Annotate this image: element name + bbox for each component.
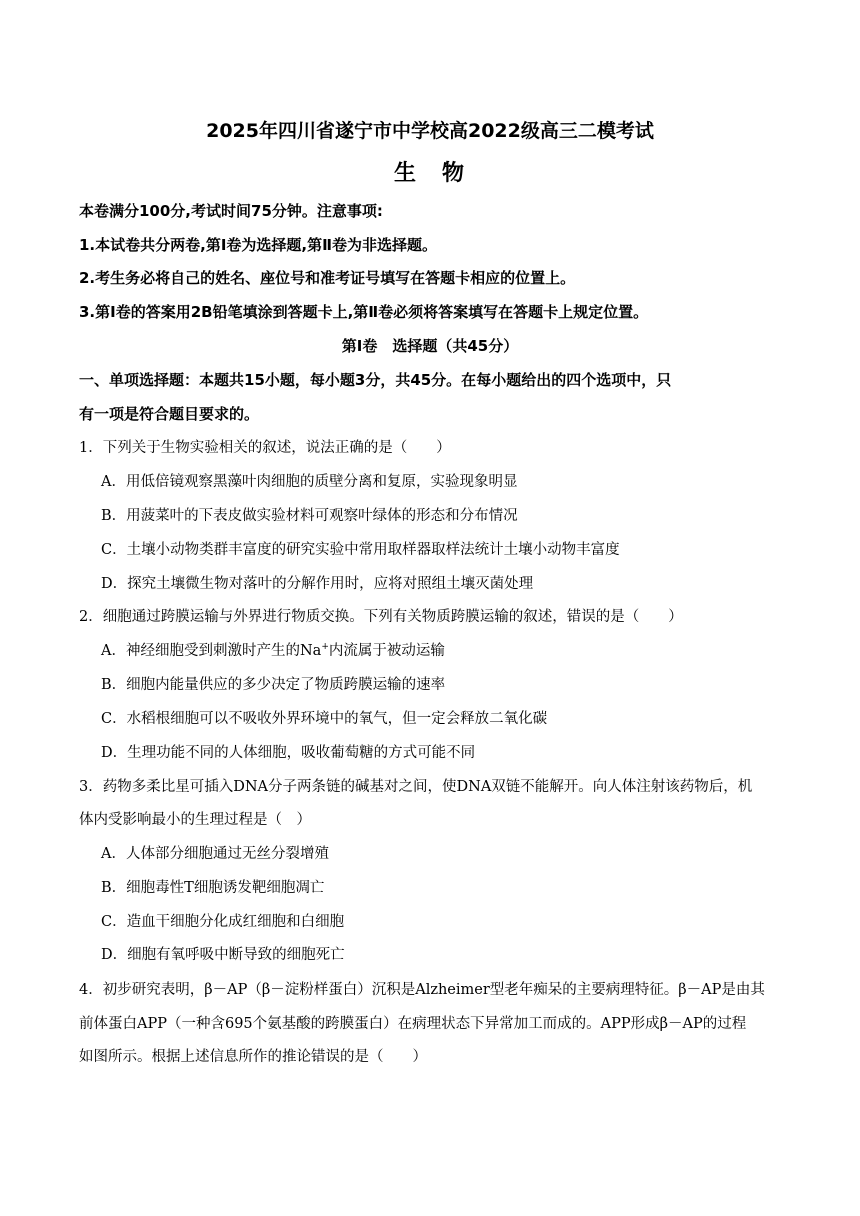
question-2-option-d: D．生理功能不同的人体细胞，吸收葡萄糖的方式可能不同 (101, 745, 476, 761)
question-3-stem-line1: 3．药物多柔比星可插入DNA分子两条链的碱基对之间，使DNA双链不能解开。向人体注射该药物后，机 (79, 779, 753, 795)
question-3-stem-line2: 体内受影响最小的生理过程是（ ） (79, 812, 311, 828)
instructions-intro: 本卷满分100分,考试时间75分钟。注意事项: (79, 202, 383, 220)
question-3-option-a: A．人体部分细胞通过无丝分裂增殖 (101, 846, 329, 862)
question-3-option-c: C．造血干细胞分化成红细胞和白细胞 (101, 914, 345, 930)
question-3-option-d: D．细胞有氧呼吸中断导致的细胞死亡 (101, 947, 345, 963)
question-1-stem: 1．下列关于生物实验相关的叙述，说法正确的是（ ） (79, 440, 451, 456)
section-desc-line1: 一、单项选择题：本题共15小题，每小题3分，共45分。在每小题给出的四个选项中，只 (79, 371, 672, 389)
sodium-ion-charge: + (321, 642, 329, 653)
question-1-option-b: B．用菠菜叶的下表皮做实验材料可观察叶绿体的形态和分布情况 (101, 508, 518, 524)
question-2-option-b: B．细胞内能量供应的多少决定了物质跨膜运输的速率 (101, 677, 446, 693)
question-1-option-d: D．探究土壤微生物对落叶的分解作用时，应将对照组土壤灭菌处理 (101, 576, 534, 592)
section-title: 第Ⅰ卷 选择题（共45分） (341, 337, 519, 355)
instruction-item-3: 3.第Ⅰ卷的答案用2B铅笔填涂到答题卡上,第Ⅱ卷必须将答案填写在答题卡上规定位置。 (79, 303, 649, 321)
question-2-stem: 2．细胞通过跨膜运输与外界进行物质交换。下列有关物质跨膜运输的叙述，错误的是（ ） (79, 609, 683, 625)
question-1-option-c: C．土壤小动物类群丰富度的研究实验中常用取样器取样法统计土壤小动物丰富度 (101, 542, 620, 558)
question-4-stem-line3: 如图所示。根据上述信息所作的推论错误的是（ ） (79, 1049, 427, 1065)
instruction-item-2: 2.考生务必将自己的姓名、座位号和准考证号填写在答题卡相应的位置上。 (79, 269, 576, 287)
question-3-option-b: B．细胞毒性T细胞诱发靶细胞凋亡 (101, 880, 325, 896)
section-desc-line2: 有一项是符合题目要求的。 (79, 405, 260, 423)
subject-title: 生 物 (393, 161, 466, 186)
question-2-option-c: C．水稻根细胞可以不吸收外界环境中的氧气，但一定会释放二氧化碳 (101, 711, 548, 727)
option-a-text-post: 内流属于被动运输 (328, 643, 445, 659)
question-4-stem-line2: 前体蛋白APP（一种含695个氨基酸的跨膜蛋白）在病理状态下异常加工而成的。APP形成β－AP的过程 (79, 1016, 747, 1032)
instruction-item-1: 1.本试卷共分两卷,第Ⅰ卷为选择题,第Ⅱ卷为非选择题。 (79, 236, 437, 254)
question-1-option-a: A．用低倍镜观察黑藻叶肉细胞的质壁分离和复原，实验现象明显 (101, 474, 518, 490)
exam-title: 2025年四川省遂宁市中学校高2022级高三二模考试 (206, 120, 654, 142)
question-2-option-a (101, 641, 445, 661)
option-a-text-pre: A．神经细胞受到刺激时产生的Na (101, 643, 322, 659)
question-4-stem-line1: 4．初步研究表明，β－AP（β－淀粉样蛋白）沉积是Alzheimer型老年痴呆的主要病理特征。β－AP是由其 (79, 982, 765, 998)
